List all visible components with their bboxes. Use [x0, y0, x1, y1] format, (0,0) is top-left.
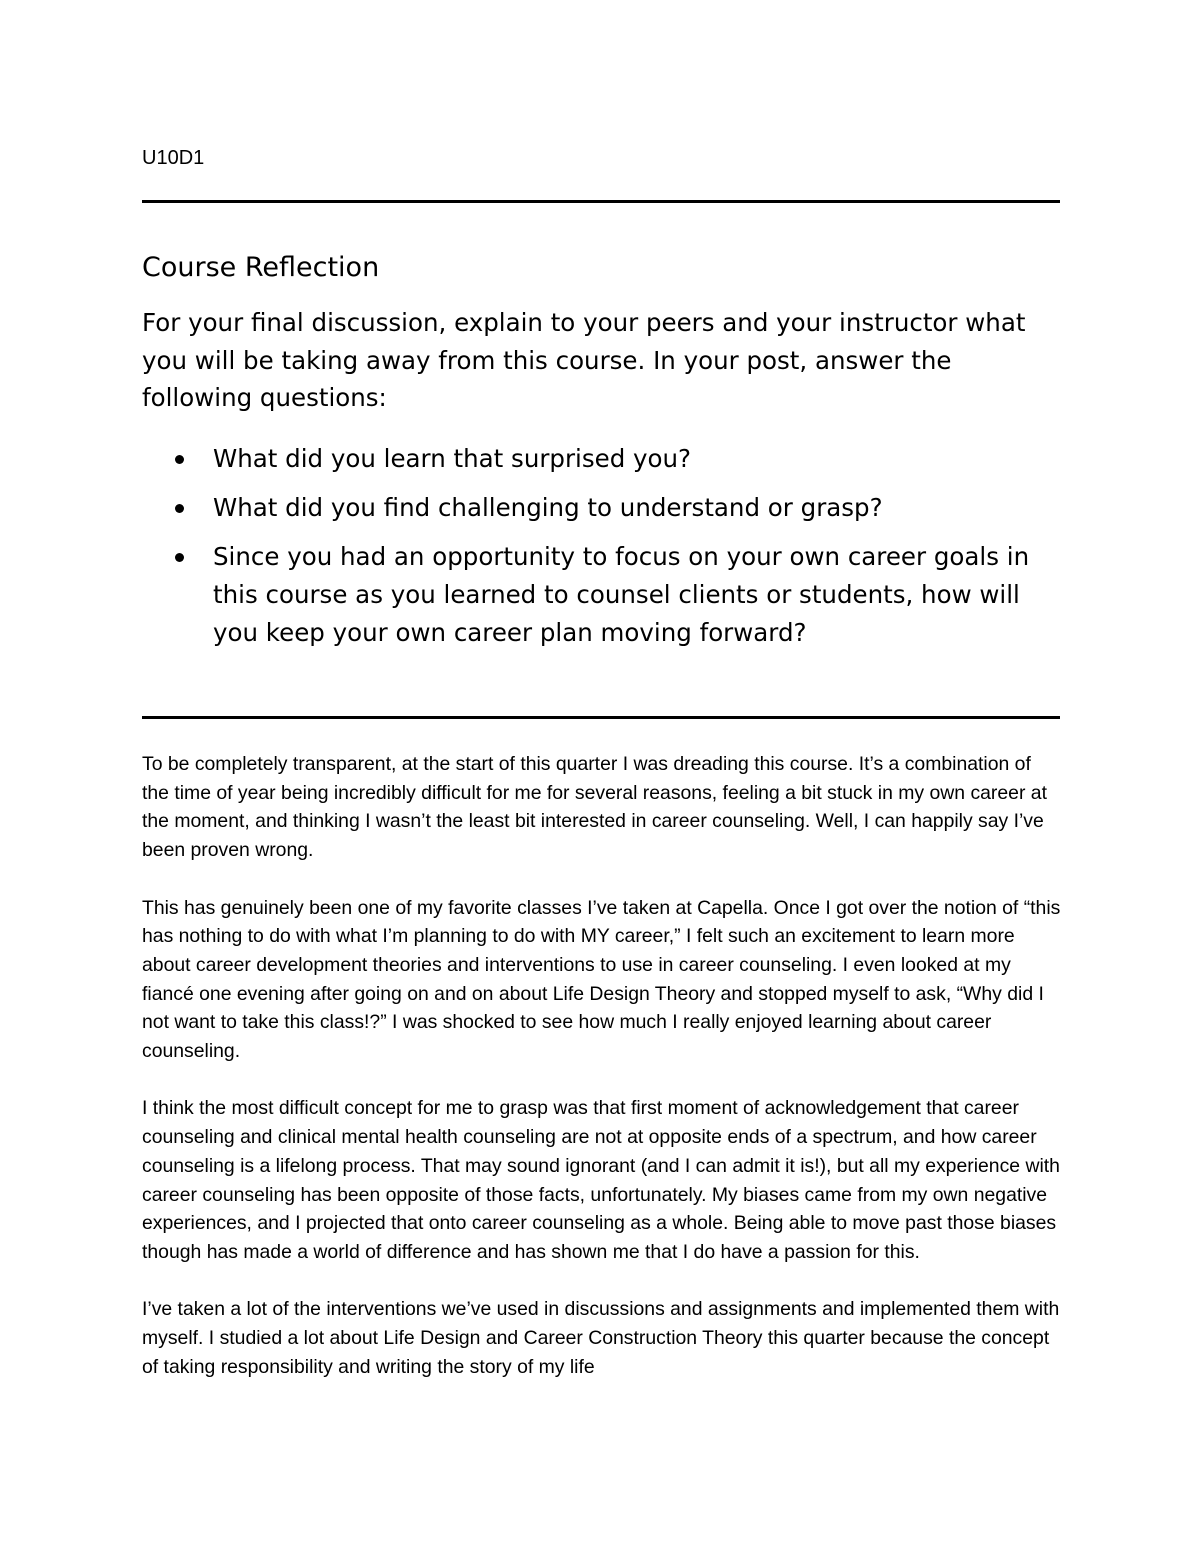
question-text: What did you find challenging to understand or grasp?: [213, 493, 883, 522]
question-item: [142, 489, 1060, 527]
response-body: [142, 750, 1062, 1410]
question-item: [142, 538, 1060, 652]
response-paragraph: To be completely transparent, at the start of this quarter I was dreading this course. It’s a combination of the time of year being incredibly difficult for me for several reasons, feeling a bit stuck in my own career at the moment, and thinking I wasn’t the least bit interested in career counseling. Well, I can happily say I’ve been proven wrong.: [142, 753, 1047, 862]
question-item: [142, 440, 1060, 478]
response-paragraph: This has genuinely been one of my favorite classes I’ve taken at Capella. Once I got over the notion of “this has nothing to do with what I’m planning to do with MY career,” I felt such an excitement to learn more about career development theories and interventions to use in career counseling. I even looked at my fiancé one evening after going on and on about Life Design Theory and stopped myself to ask, “Why did I not want to take this class!?” I was shocked to see how much I really enjoyed learning about career counseling.: [142, 896, 1061, 1063]
bottom-divider: [142, 716, 1060, 719]
bullet-icon: [175, 455, 184, 464]
response-paragraph: I think the most difficult concept for me to grasp was that first moment of acknowledgement that career counseling and clinical mental health counseling are not at opposite ends of a spectrum, and how career counseling is a lifelong process. That may sound ignorant (and I can admit it is!), but all my experience with career counseling has been opposite of those facts, unfortunately. My biases came from my own negative experiences, and I projected that onto career counseling as a whole. Being able to move past those biases though has made a world of difference and has shown me that I do have a passion for this.: [142, 1097, 1060, 1263]
prompt-intro: For your final discussion, explain to your peers and your instructor what you will be taking away from this course. In your post, answer the following questions:: [142, 308, 1026, 412]
response-paragraph: I’ve taken a lot of the interventions we’ve used in discussions and assignments and implemented them with myself. I studied a lot about Life Design and Career Construction Theory this quarter because the concept of taking responsibility and writing the story of my life: [142, 1298, 1060, 1378]
question-text: Since you had an opportunity to focus on your own career goals in this course as you learned to counsel clients or students, how will you keep your own career plan moving forward?: [213, 542, 1030, 647]
question-list: [142, 440, 1060, 663]
prompt-title: Course Reflection: [142, 252, 380, 283]
bullet-icon: [175, 553, 184, 562]
document-label: U10D1: [142, 147, 205, 169]
bullet-icon: [175, 504, 184, 513]
top-divider: [142, 200, 1060, 203]
question-text: What did you learn that surprised you?: [213, 444, 692, 473]
